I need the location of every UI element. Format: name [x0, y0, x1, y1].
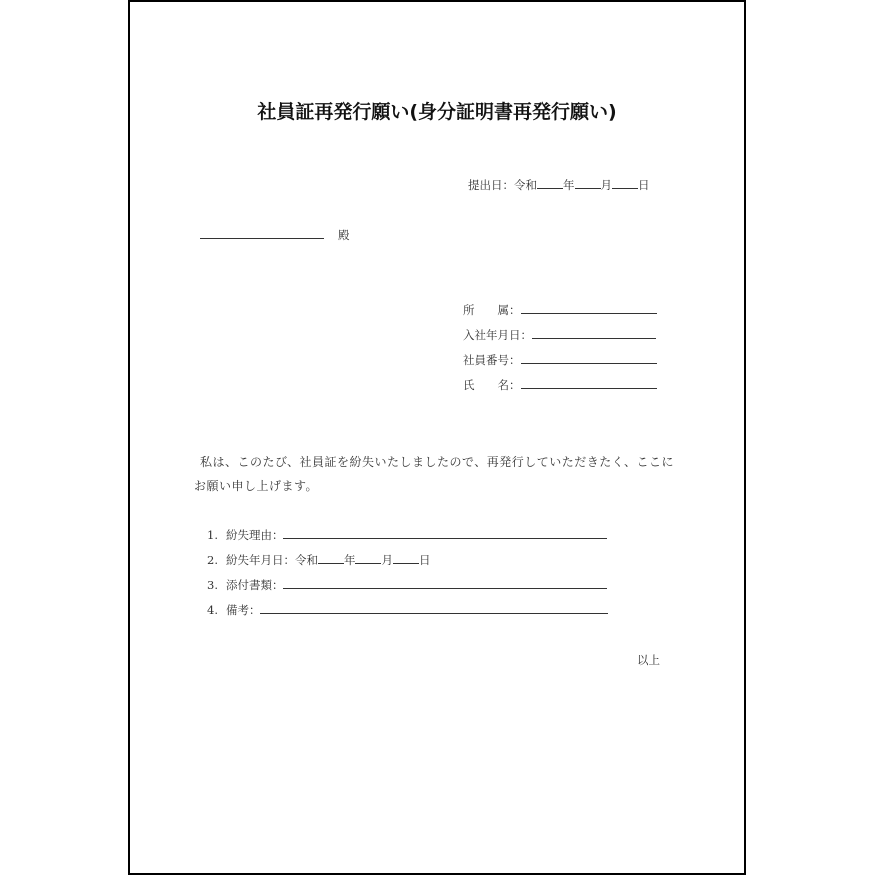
applicant-field-employee-number	[463, 352, 657, 368]
employee-number-blank[interactable]	[521, 352, 657, 364]
year-unit: 年	[343, 553, 356, 567]
document-page	[128, 0, 746, 875]
department-blank[interactable]	[521, 302, 657, 314]
item-number: 3.	[207, 578, 218, 592]
day-blank[interactable]	[612, 177, 638, 189]
item-label: 添付書類：	[225, 578, 284, 592]
addressee-suffix: 殿	[338, 228, 350, 242]
document-title: 社員証再発行願い(身分証明書再発行願い)	[257, 101, 617, 123]
month-unit: 月	[600, 178, 612, 192]
item-attachments	[207, 577, 607, 593]
loss-day-blank[interactable]	[393, 552, 419, 564]
applicant-field-hire-date	[463, 327, 656, 343]
loss-month-blank[interactable]	[355, 552, 381, 564]
year-blank[interactable]	[537, 177, 563, 189]
year-unit: 年	[563, 178, 575, 192]
attachments-blank[interactable]	[283, 577, 607, 589]
loss-reason-blank[interactable]	[283, 527, 607, 539]
item-label: 紛失理由：	[225, 528, 284, 542]
item-label: 紛失年月日：令和	[225, 553, 318, 567]
day-unit: 日	[418, 553, 431, 567]
loss-year-blank[interactable]	[318, 552, 344, 564]
applicant-field-department	[463, 302, 657, 318]
body-line-1: 私は、このたび、社員証を紛失いたしましたので、再発行していただきたく、ここに	[200, 455, 675, 469]
submission-date	[468, 177, 650, 193]
item-number: 2.	[207, 553, 218, 567]
field-label: 社員番号：	[463, 353, 521, 367]
addressee-blank[interactable]	[200, 227, 324, 239]
remarks-blank[interactable]	[260, 602, 608, 614]
item-loss-reason	[207, 527, 607, 543]
name-blank[interactable]	[521, 377, 657, 389]
item-number: 4.	[207, 603, 218, 617]
submission-date-label: 提出日：令和	[468, 178, 537, 192]
item-label: 備考：	[225, 603, 261, 617]
item-loss-date	[207, 552, 430, 568]
item-number: 1.	[207, 528, 218, 542]
field-label: 氏 名：	[463, 378, 521, 392]
addressee	[200, 227, 350, 243]
field-label: 所 属：	[463, 303, 521, 317]
field-label: 入社年月日：	[463, 328, 532, 342]
day-unit: 日	[638, 178, 650, 192]
closing-text: 以上	[637, 653, 660, 667]
body-line-2: お願い申し上げます。	[194, 479, 319, 493]
hire-date-blank[interactable]	[532, 327, 656, 339]
item-remarks	[207, 602, 608, 618]
month-unit: 月	[381, 553, 393, 567]
applicant-field-name	[463, 377, 657, 393]
month-blank[interactable]	[575, 177, 601, 189]
